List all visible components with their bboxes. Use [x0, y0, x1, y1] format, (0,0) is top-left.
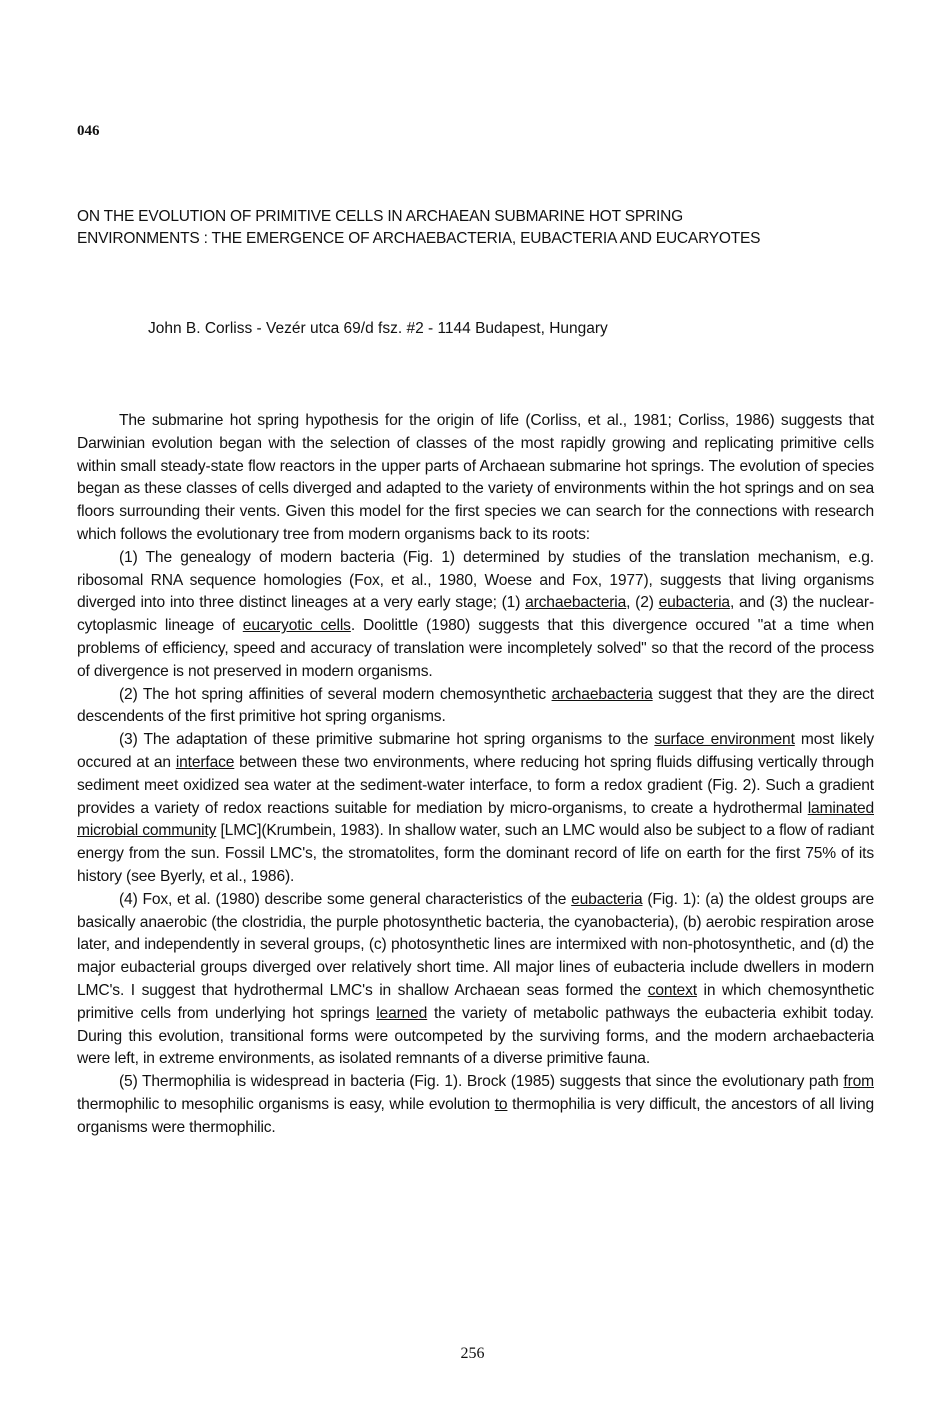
page-number: 256	[460, 1345, 485, 1362]
underlined-term: archaebacteria	[551, 685, 653, 703]
text-run: (3) The adaptation of these primitive submarine hot spring organisms to the	[119, 731, 655, 749]
text-run: thermophilic to mesophilic organisms is easy, while evolution	[77, 1095, 495, 1113]
text-run: (1) The genealogy of modern bacteria (Fig. 1) determined by studies of the translation mechanism, e.g. ribosomal RNA sequence homologies (Fox, et al., 1980, Woese and Fox, 1977), suggests that living organisms diverged into into three distinct lineages at a very early stage; (1)	[77, 548, 874, 612]
paragraph-3	[77, 729, 874, 889]
underlined-term: archaebacteria	[525, 594, 627, 612]
text-run: , (2)	[626, 594, 659, 612]
paragraph-5	[77, 1071, 874, 1139]
underlined-term: context	[647, 981, 697, 999]
paragraph-4	[77, 889, 874, 1071]
underlined-term: eucaryotic cells	[242, 617, 351, 635]
title-line-1: ON THE EVOLUTION OF PRIMITIVE CELLS IN ARCHAEAN SUBMARINE HOT SPRING	[77, 208, 683, 225]
text-run: (Fig. 1): (a) the oldest groups are basically anaerobic (the clostridia, the purple photosynthetic bacteria, the cyanobacteria), (b) aerobic respiration arose later, and independently in several groups, (c) photosynthetic lines are intermixed with non-photosynthetic, and (d) the major eubacterial groups diverged over relatively short time. All major lines of eubacteria include dwellers in modern LMC's. I suggest that hydrothermal LMC's in shallow Archaean seas formed the	[77, 890, 874, 999]
text-run: between these two environments, where reducing hot spring fluids diffusing vertically through sediment meet oxidized sea water at the sediment-water interface, to form a redox gradient (Fig. 2). Such a gradient provides a variety of redox reactions suitable for mediation by micro-organisms, to create a hydrothermal	[77, 753, 874, 817]
underlined-term: interface	[175, 753, 235, 771]
text-run: (5) Thermophilia is widespread in bacteria (Fig. 1). Brock (1985) suggests that since the evolutionary path	[119, 1073, 844, 1091]
paragraph-intro: The submarine hot spring hypothesis for the origin of life (Corliss, et al., 1981; Corliss, 1986) suggests that Darwinian evolution began with the selection of classes of the most rapidly growing and replicating primitive cells within small steady-state flow reactors in the upper parts of Archaean submarine hot springs. The evolution of species began as these classes of cells diverged and adapted to the variety of environments within the hot springs and on sea floors surrounding their vents. Given this model for the first species we can search for the connections with research which follows the evolutionary tree from modern organisms back to its roots:	[77, 412, 874, 543]
title-line-2: ENVIRONMENTS : THE EMERGENCE OF ARCHAEBACTERIA, EUBACTERIA AND EUCARYOTES	[77, 230, 761, 247]
underlined-term: to	[494, 1095, 508, 1113]
underlined-term: surface environment	[654, 731, 795, 749]
paragraph-2	[77, 684, 874, 730]
text-run: . Doolittle (1980) suggests that this divergence occured "at a time when problems of efficiency, speed and accuracy of translation were incompletely solved" so that the record of the process of divergence is not preserved in modern organisms.	[77, 617, 874, 680]
text-run: (2) The hot spring affinities of several modern chemosynthetic	[119, 685, 552, 703]
text-run: [LMC](Krumbein, 1983). In shallow water, such an LMC would also be subject to a flow of radiant energy from the sun. Fossil LMC's, the stromatolites, form the dominant record of life on earth for the first 75% of its history (see Byerly, et al., 1986).	[77, 822, 875, 885]
text-run: suggest that they are the direct descendents of the first primitive hot spring organisms.	[77, 685, 874, 726]
text-run: the variety of metabolic pathways the eubacteria exhibit today. During this evolution, transitional forms were outcompeted by the surviving forms, and the modern archaebacteria were left, in extreme environments, as isolated remnants of a diverse primitive fauna.	[77, 1004, 874, 1068]
text-run: most likely occured at an	[77, 731, 874, 771]
paper-body	[77, 410, 874, 1140]
underlined-term: laminated microbial community	[77, 799, 874, 840]
text-run: thermophilia is very difficult, the ancestors of all living organisms were thermophilic.	[77, 1095, 874, 1136]
underlined-term: eubacteria	[658, 594, 730, 612]
underlined-term: from	[843, 1073, 874, 1091]
paragraph-1	[77, 547, 874, 684]
text-run: (4) Fox, et al. (1980) describe some general characteristics of the	[119, 890, 572, 908]
text-run: in which chemosynthetic primitive cells from underlying hot springs	[77, 981, 875, 1022]
underlined-term: learned	[376, 1004, 428, 1022]
author-affiliation: John B. Corliss - Vezér utca 69/d fsz. #2 - 1144 Budapest, Hungary	[148, 320, 608, 337]
text-run: , and (3) the nuclear-cytoplasmic lineage of	[77, 594, 875, 635]
paper-title	[77, 206, 877, 250]
underlined-term: eubacteria	[571, 890, 643, 908]
document-number: 046	[77, 123, 100, 139]
